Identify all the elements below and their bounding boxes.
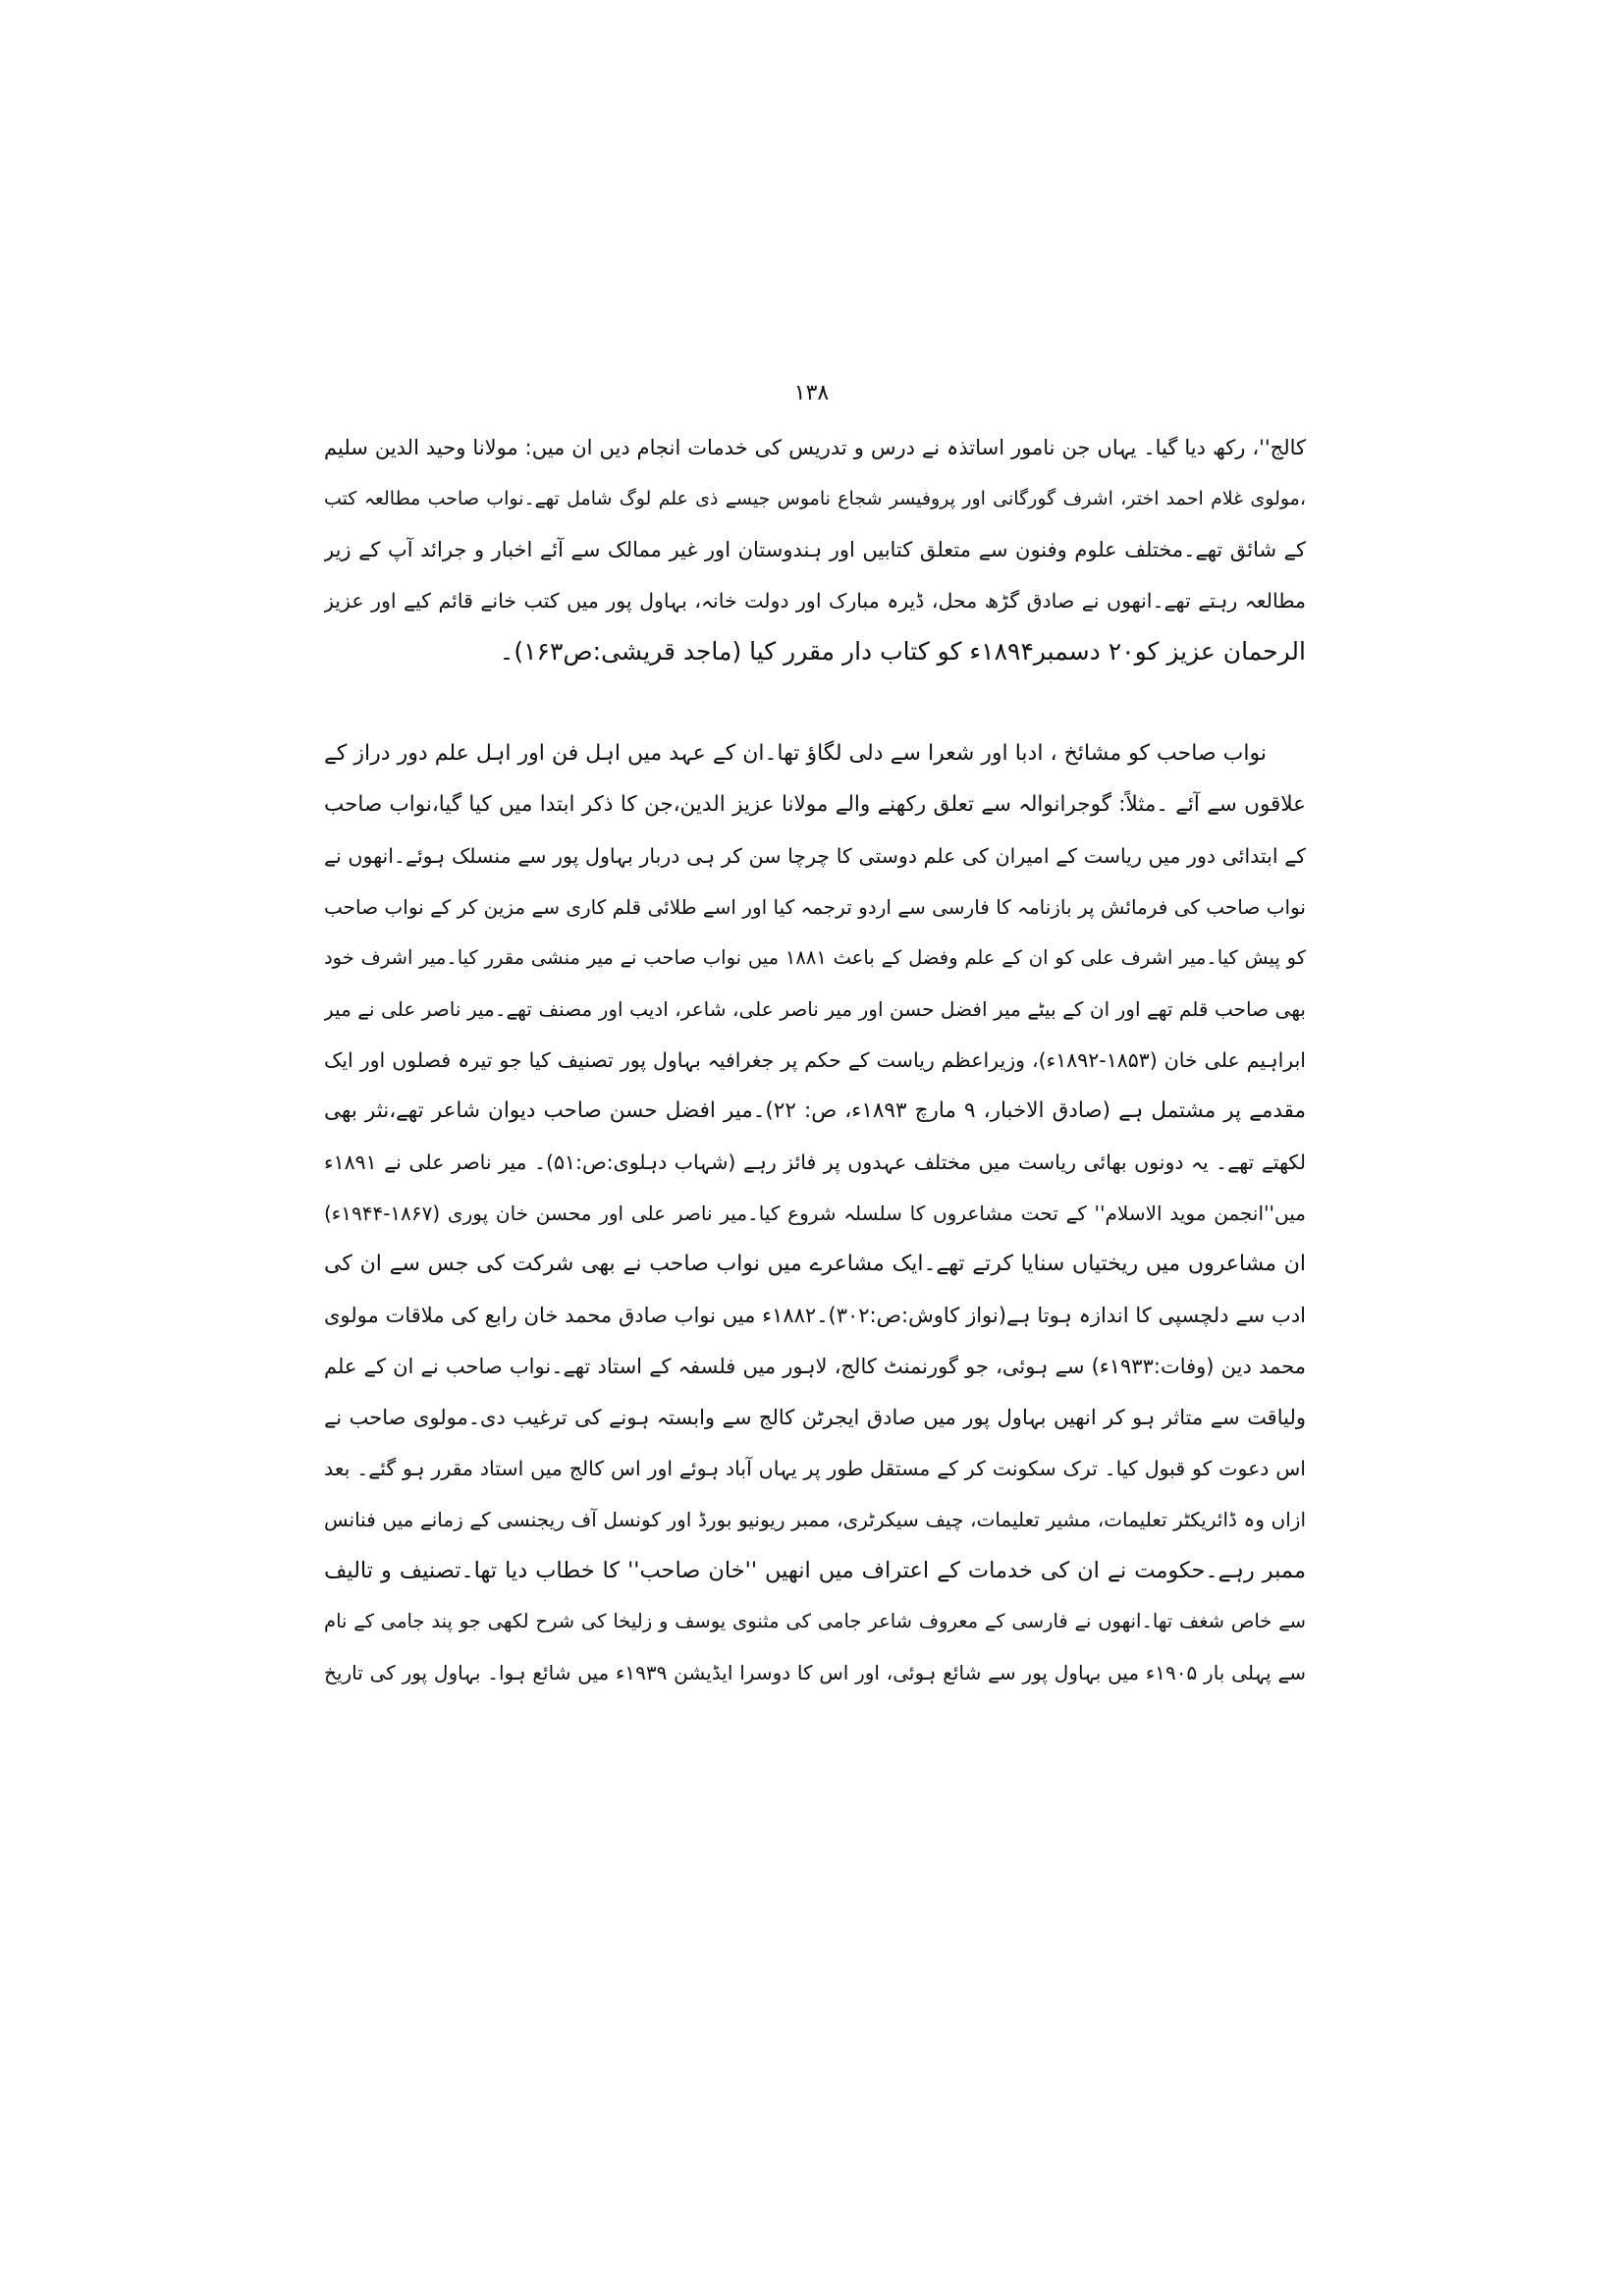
text-line: ابراہیم علی خان (۱۸۵۳-۱۸۹۲ء)، وزیراعظم ریاست کے حکم پر جغرافیہ بہاول پور تصنیف کیا جو تیرہ فصلوں اور ایک xyxy=(324,1048,1306,1072)
paragraph-2 xyxy=(324,728,1306,1698)
text-line: ولیاقت سے متاثر ہو کر انھیں بہاول پور میں صادق ایجرٹن کالج سے وابستہ ہونے کی ترغیب دی۔مولوی صاحب نے xyxy=(324,1406,1306,1429)
text-line: کے ابتدائی دور میں ریاست کے امیران کی علم دوستی کا چرچا سن کر ہی دربار بہاول پور سے منسلک ہوئے۔انھوں نے xyxy=(324,844,1306,868)
text-line: میں''انجمن موید الاسلام'' کے تحت مشاعروں کا سلسلہ شروع کیا۔میر ناصر علی اور محسن خان پوری (۱۸۶۷-۱۹۴۴ء) xyxy=(324,1201,1306,1225)
text-line: کے شائق تھے۔مختلف علوم وفنون سے متعلق کتابیں اور ہندوستان اور غیر ممالک سے آئے اخبار و جرائد آپ کے زیر xyxy=(324,538,1306,561)
page-number: ۱۳۸ xyxy=(793,381,830,405)
text-line: نواب صاحب کو مشائخ ، ادبا اور شعرا سے دلی لگاؤ تھا۔ان کے عہد میں اہل فن اور اہل علم دور دراز کے xyxy=(324,741,1267,766)
text-line: ازاں وہ ڈائریکٹر تعلیمات، مشیر تعلیمات، چیف سیکرٹری، ممبر ریونیو بورڈ اور کونسل آف ریجنسی کے زمانے میں فنانس xyxy=(324,1508,1306,1531)
text-line: الرحمان عزیز کو۲۰ دسمبر۱۸۹۴ء کو کتاب دار مقرر کیا (ماجد قریشی:ص۱۶۳)۔ xyxy=(499,637,1306,666)
paragraph-1 xyxy=(324,422,1306,677)
text-line: سے پہلی بار ۱۹۰۵ء میں بہاول پور سے شائع ہوئی، اور اس کا دوسرا ایڈیشن ۱۹۳۹ء میں شائع ہوا۔ بہاول پور کی تاریخ xyxy=(324,1661,1306,1684)
text-line: نواب صاحب کی فرمائش پر بازنامہ کا فارسی سے اردو ترجمہ کیا اور اسے طلائی قلم کاری سے مزین کر کے نواب صاحب xyxy=(324,895,1306,919)
text-line: ادب سے دلچسپی کا اندازہ ہوتا ہے(نواز کاوش:ص:۳۰۲)۔۱۸۸۲ء میں نواب صادق محمد خان رابع کی ملاقات مولوی xyxy=(324,1304,1306,1327)
text-line: ،مولوی غلام احمد اختر، اشرف گورگانی اور پروفیسر شجاع ناموس جیسے ذی علم لوگ شامل تھے۔نواب صاحب مطالعہ کتب xyxy=(324,488,1306,509)
text-line: ان مشاعروں میں ریختیاں سنایا کرتے تھے۔ایک مشاعرے میں نواب صاحب نے بھی شرکت کی جس سے ان کی xyxy=(324,1252,1306,1276)
text-line: کو پیش کیا۔میر اشرف علی کو ان کے علم وفضل کے باعث ۱۸۸۱ میں نواب صاحب نے میر منشی مقرر کیا۔میر اشرف خود xyxy=(324,946,1306,969)
text-line: علاقوں سے آئے ۔مثلاً: گوجرانوالہ سے تعلق رکھنے والے مولانا عزیز الدین،جن کا ذکر ابتدا میں کیا گیا،نواب صاحب xyxy=(324,792,1306,817)
text-line: ممبر رہے۔حکومت نے ان کی خدمات کے اعتراف میں انھیں ''خان صاحب'' کا خطاب دیا تھا۔تصنیف و تالیف xyxy=(324,1558,1306,1583)
text-line: مطالعہ رہتے تھے۔انھوں نے صادق گڑھ محل، ڈیرہ مبارک اور دولت خانہ، بہاول پور میں کتب خانے قائم کیے اور عزیز xyxy=(324,589,1306,613)
text-line: مقدمے پر مشتمل ہے (صادق الاخبار، ۹ مارچ ۱۸۹۳ء، ص: ۲۲)۔میر افضل حسن صاحب دیوان شاعر تھے،نثر بھی xyxy=(324,1098,1306,1123)
text-line: اس دعوت کو قبول کیا۔ ترک سکونت کر کے مستقل طور پر یہاں آباد ہوئے اور اس کالج میں استاد مقرر ہو گئے۔ بعد xyxy=(324,1457,1306,1480)
text-line: محمد دین (وفات:۱۹۳۳ء) سے ہوئی، جو گورنمنٹ کالج، لاہور میں فلسفہ کے استاد تھے۔نواب صاحب نے ان کے علم xyxy=(324,1355,1306,1378)
text-line: کالج''، رکھ دیا گیا۔ یہاں جن نامور اساتذہ نے درس و تدریس کی خدمات انجام دیں ان میں: مولانا وحید الدین سلیم xyxy=(324,436,1306,459)
text-line: بھی صاحب قلم تھے اور ان کے بیٹے میر افضل حسن اور میر ناصر علی، شاعر، ادیب اور مصنف تھے۔میر ناصر علی نے میر xyxy=(324,997,1306,1021)
text-line: سے خاص شغف تھا۔انھوں نے فارسی کے معروف شاعر جامی کی مثنوی یوسف و زلیخا کی شرح لکھی جو پند جامی کے نام xyxy=(324,1610,1306,1632)
text-line: لکھتے تھے۔ یہ دونوں بھائی ریاست میں مختلف عہدوں پر فائز رہے (شہاب دہلوی:ص:۵۱)۔ میر ناصر علی نے ۱۸۹۱ء xyxy=(324,1150,1306,1174)
